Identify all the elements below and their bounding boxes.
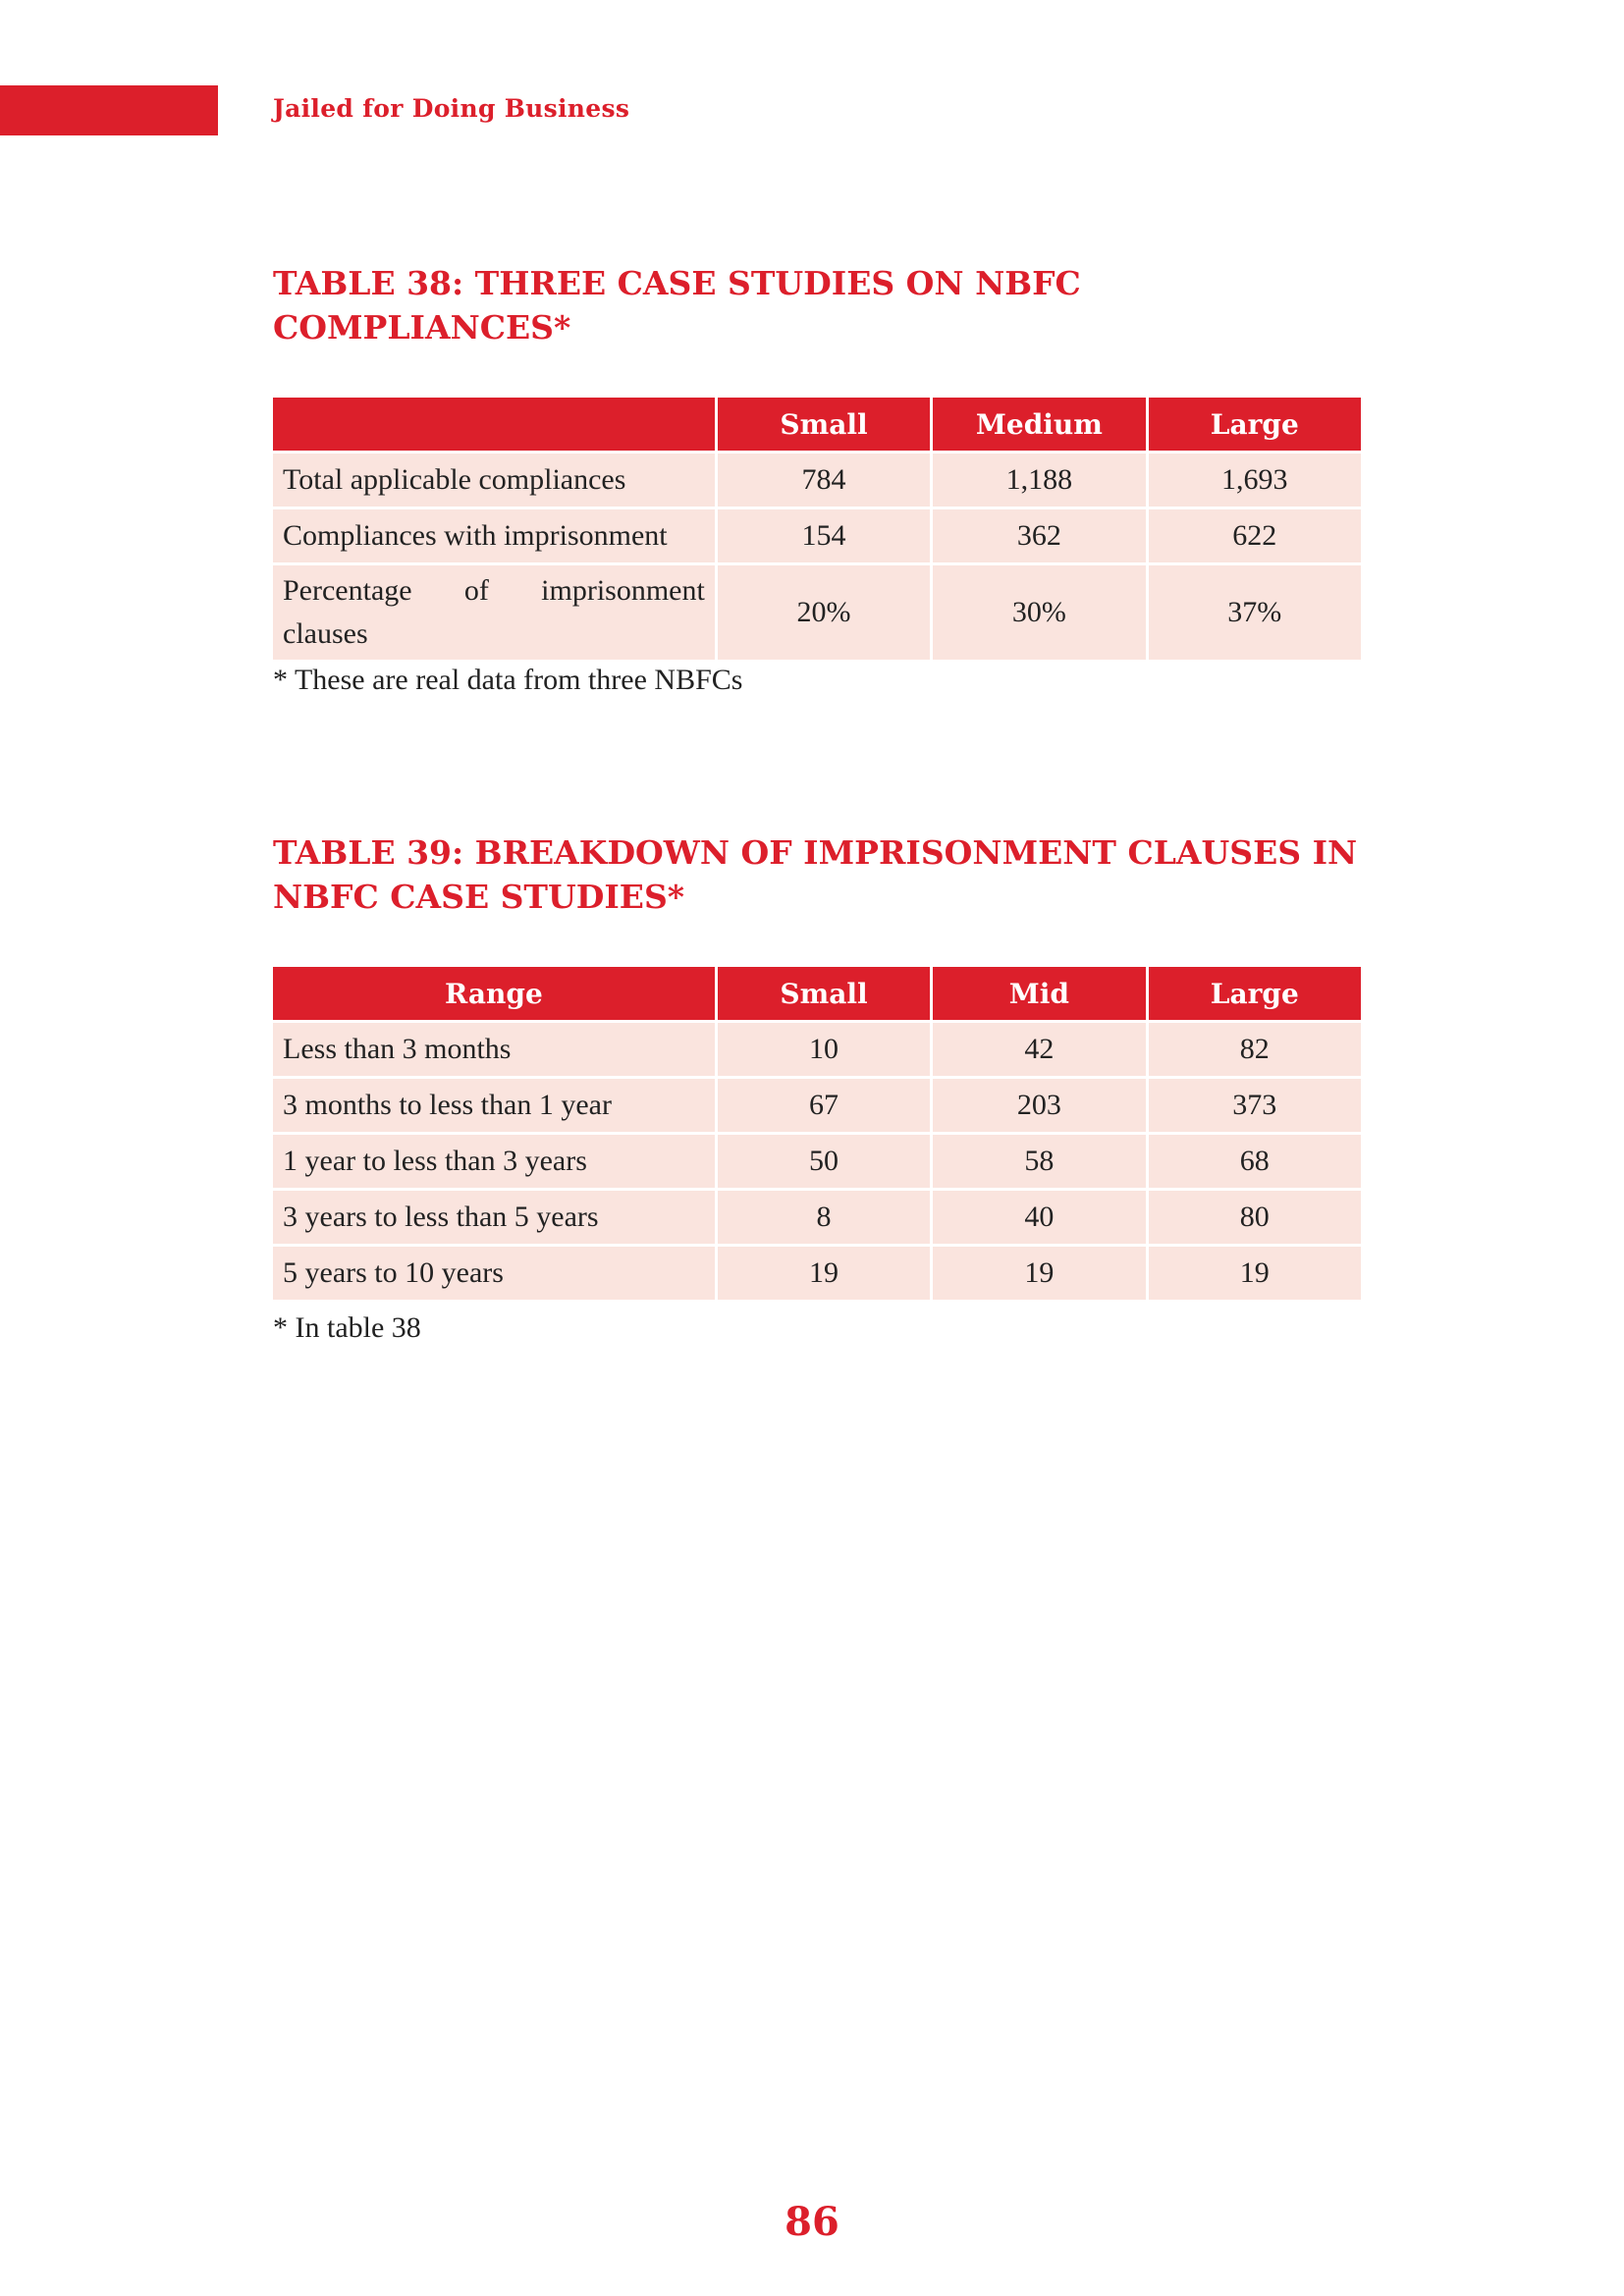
cell-large: 68 [1149,1135,1361,1188]
cell-large: 622 [1149,509,1361,562]
cell-small: 10 [718,1023,930,1076]
table-38-footnote: * These are real data from three NBFCs [273,664,743,696]
cell-mid: 42 [933,1023,1145,1076]
cell-small: 50 [718,1135,930,1188]
table-39-header-large: Large [1149,967,1361,1020]
cell-medium: 1,188 [933,454,1145,507]
table-row [273,509,1361,562]
row-label: 1 year to less than 3 years [273,1135,715,1188]
table-38-title [273,261,1373,349]
table-38-title-line-1: TABLE 38: THREE CASE STUDIES ON NBFC [273,264,1081,302]
table-38-header-row [273,398,1361,451]
table-row [273,1135,1361,1188]
table-38-header-small: Small [718,398,930,451]
cell-mid: 58 [933,1135,1145,1188]
running-header-title: Jailed for Doing Business [273,94,630,123]
table-38-header-blank [273,398,715,451]
cell-small: 19 [718,1247,930,1300]
cell-small: 8 [718,1191,930,1244]
table-38-header-large: Large [1149,398,1361,451]
cell-large: 82 [1149,1023,1361,1076]
cell-large: 1,693 [1149,454,1361,507]
cell-large: 37% [1149,565,1361,660]
cell-large: 80 [1149,1191,1361,1244]
cell-large: 19 [1149,1247,1361,1300]
row-label: Compliances with imprisonment [273,509,715,562]
table-39 [270,964,1364,1303]
row-label: 3 years to less than 5 years [273,1191,715,1244]
table-39-header-row [273,967,1361,1020]
row-label: Less than 3 months [273,1023,715,1076]
page-number: 86 [785,2199,839,2245]
table-39-title-line-1: TABLE 39: BREAKDOWN OF IMPRISONMENT CLAUSES IN [273,833,1358,872]
cell-mid: 40 [933,1191,1145,1244]
cell-mid: 19 [933,1247,1145,1300]
row-label: 5 years to 10 years [273,1247,715,1300]
cell-medium: 30% [933,565,1145,660]
table-39-title [273,830,1373,919]
table-row [273,454,1361,507]
cell-small: 154 [718,509,930,562]
cell-large: 373 [1149,1079,1361,1132]
table-row [273,1247,1361,1300]
row-label: Total applicable compliances [273,454,715,507]
table-39-title-line-2: NBFC CASE STUDIES* [273,878,685,916]
table-39-header-mid: Mid [933,967,1145,1020]
table-row [273,565,1361,660]
cell-small: 784 [718,454,930,507]
table-38-header-medium: Medium [933,398,1145,451]
cell-small: 67 [718,1079,930,1132]
header-accent-bar [0,85,218,135]
table-38-title-line-2: COMPLIANCES* [273,308,571,347]
row-label: Percentage of imprisonment clauses [273,565,715,660]
table-row [273,1191,1361,1244]
cell-medium: 362 [933,509,1145,562]
table-39-header-small: Small [718,967,930,1020]
row-label: 3 months to less than 1 year [273,1079,715,1132]
table-38 [270,395,1364,663]
table-row [273,1079,1361,1132]
table-39-footnote: * In table 38 [273,1311,421,1344]
table-row [273,1023,1361,1076]
table-39-header-range: Range [273,967,715,1020]
cell-mid: 203 [933,1079,1145,1132]
cell-small: 20% [718,565,930,660]
